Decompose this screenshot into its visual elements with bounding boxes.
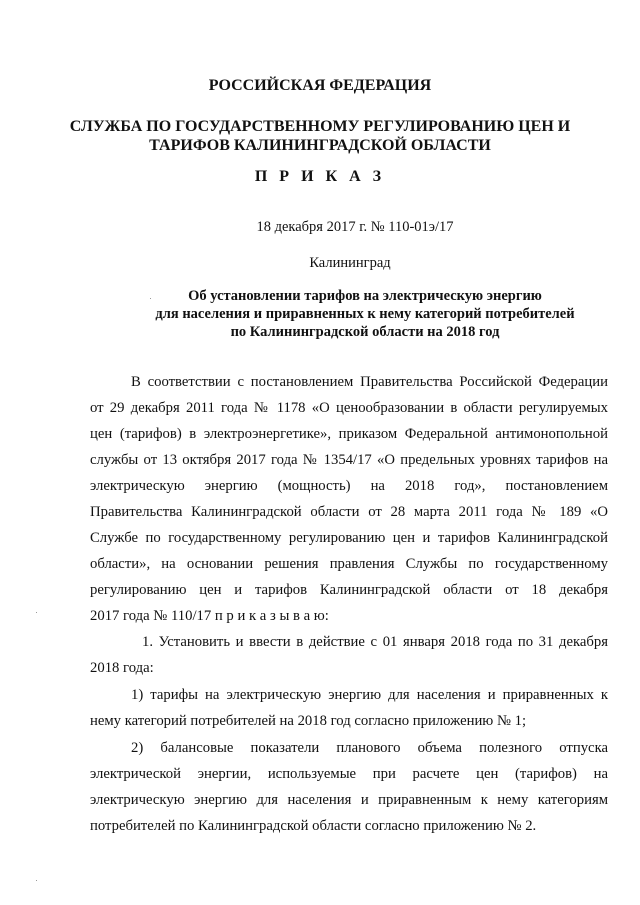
body-line: цен (тарифов) в электроэнергетике», приказом Федеральной антимонопольной <box>90 426 608 442</box>
subitem-2-line: 2) балансовые показатели планового объема полезного отпуска <box>131 740 608 756</box>
body-line: области», на основании решения правления Службы по государственному <box>90 556 608 572</box>
body-line: В соответствии с постановлением Правительства Российской Федерации <box>131 374 608 390</box>
scan-speck <box>36 612 37 613</box>
agency-heading-line-1: СЛУЖБА ПО ГОСУДАРСТВЕННОМУ РЕГУЛИРОВАНИЮ ЦЕН И <box>69 118 571 135</box>
body-line: Службе по государственному регулированию цен и тарифов Калининградской <box>90 530 608 546</box>
subitem-1-line: 1) тарифы на электрическую энергию для населения и приравненных к <box>131 687 608 703</box>
body-line: электрическую энергию (мощность) на 2018 год», постановлением <box>90 478 608 494</box>
item-1-line: 2018 года: <box>90 660 154 676</box>
body-line: регулированию цен и тарифов Калининградской области от 18 декабря <box>90 582 608 598</box>
country-heading: РОССИЙСКАЯ ФЕДЕРАЦИЯ <box>208 77 432 94</box>
date-number: 18 декабря 2017 г. № 110-01э/17 <box>256 219 454 235</box>
subitem-2-line: потребителей по Калининградской области согласно приложению № 2. <box>90 818 537 834</box>
subject-line-2: для населения и приравненных к нему категорий потребителей <box>155 306 575 322</box>
subitem-2-line: электрической энергии, используемые при расчете цен (тарифов) на <box>90 766 608 782</box>
scan-speck <box>36 880 37 881</box>
body-line: Правительства Калининградской области от 28 марта 2011 года № 189 «О <box>90 504 608 520</box>
city: Калининград <box>309 255 391 271</box>
body-line: 2017 года № 110/17 п р и к а з ы в а ю: <box>90 608 329 624</box>
agency-heading-line-2: ТАРИФОВ КАЛИНИНГРАДСКОЙ ОБЛАСТИ <box>149 137 491 154</box>
subject-line-3: по Калининградской области на 2018 год <box>230 324 500 340</box>
subitem-2-line: электрическую энергию для населения и приравненным к нему категориям <box>90 792 608 808</box>
order-title: П Р И К А З <box>254 168 386 185</box>
body-line: службы от 13 октября 2017 года № 1354/17 «О предельных уровнях тарифов на <box>90 452 608 468</box>
item-1-line: 1. Установить и ввести в действие с 01 января 2018 года по 31 декабря <box>142 634 608 650</box>
subitem-1-line: нему категорий потребителей на 2018 год согласно приложению № 1; <box>90 713 527 729</box>
subject-line-1: Об установлении тарифов на электрическую энергию <box>188 288 542 304</box>
body-line: от 29 декабря 2011 года № 1178 «О ценообразовании в области регулируемых <box>90 400 608 416</box>
scan-speck <box>150 298 151 299</box>
